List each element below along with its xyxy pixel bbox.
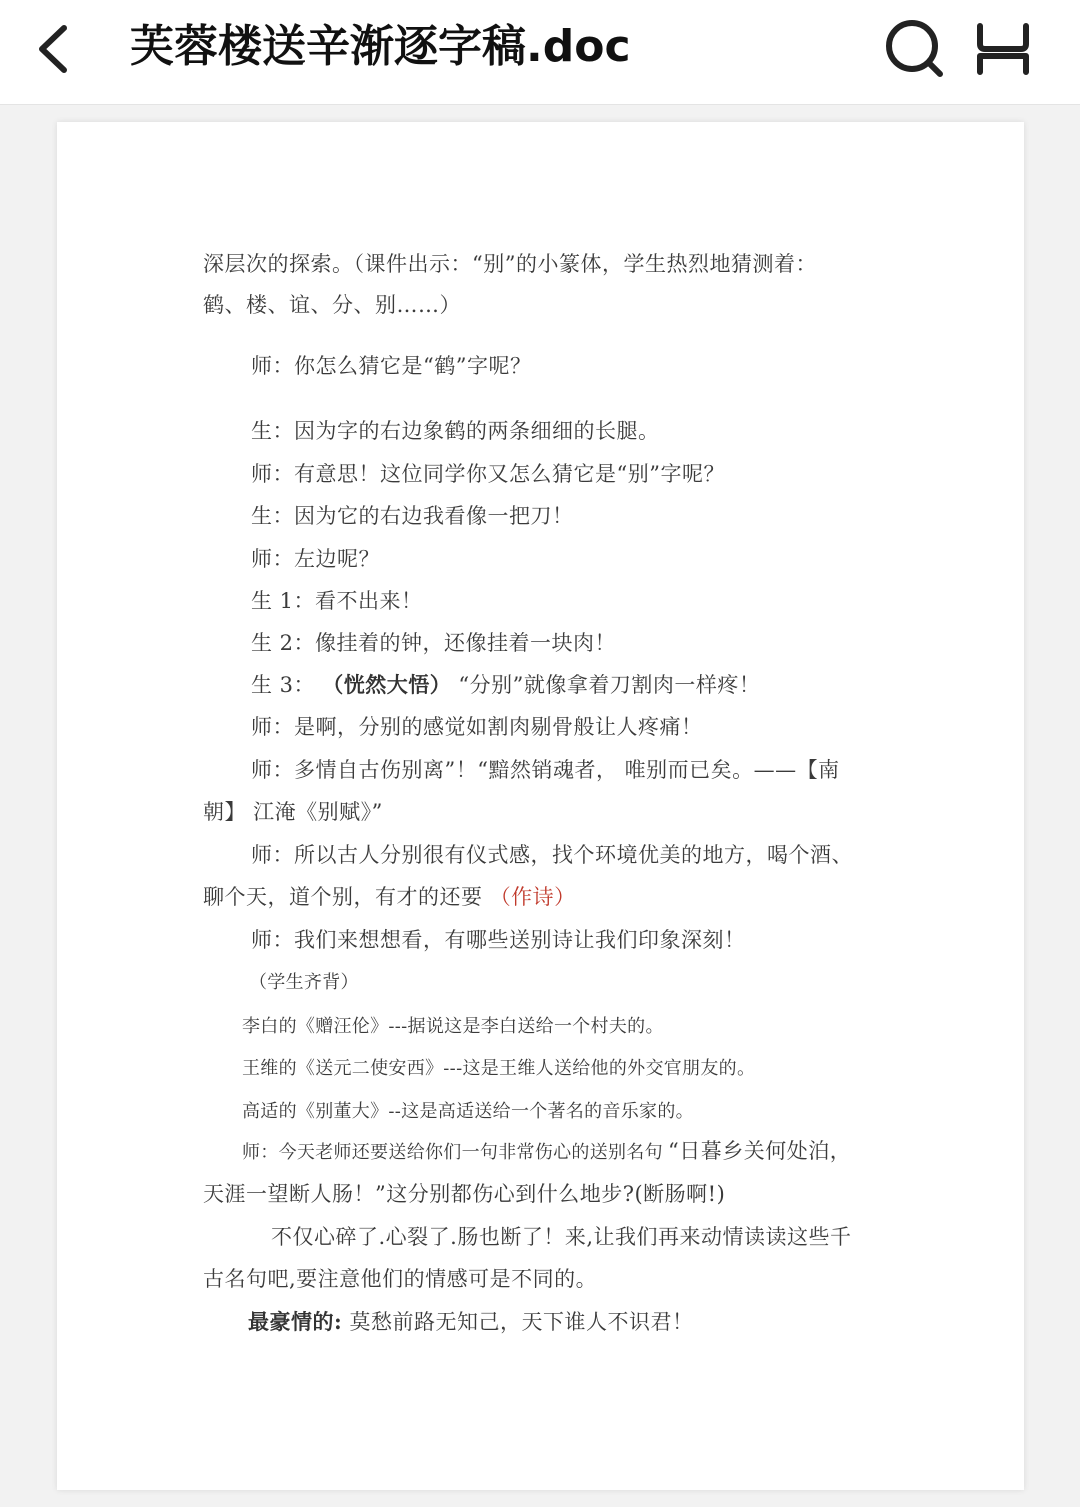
chevron-left-icon xyxy=(28,14,88,84)
doc-line: 师：你怎么猜它是“鹤”字呢？ xyxy=(251,354,532,378)
search-icon xyxy=(880,14,950,84)
doc-line: 师：是啊，分别的感觉如割肉剔骨般让人疼痛！ xyxy=(251,715,703,739)
doc-line: 师：所以古人分别很有仪式感，找个环境优美的地方，喝个酒、 xyxy=(251,843,853,867)
doc-line: 师：有意思！这位同学你又怎么猜它是“别”字呢？ xyxy=(251,462,725,486)
line-text: “分别”就像拿着刀割肉一样疼！ xyxy=(458,673,761,697)
doc-line: 不仅心碎了.心裂了.肠也断了！来,让我们再来动情读读这些千 xyxy=(271,1225,852,1249)
doc-line: 朝】 江淹《别赋》” xyxy=(203,800,383,824)
line-text: 莫愁前路无知己，天下谁人不识君！ xyxy=(349,1310,694,1334)
menu-button[interactable] xyxy=(968,14,1038,84)
doc-line xyxy=(248,1306,693,1336)
line-text: 聊个天，道个别，有才的还要 xyxy=(203,885,483,909)
bold-label: 最豪情的: xyxy=(248,1309,343,1334)
quote-text: “日暮乡关何处泊， xyxy=(668,1139,852,1163)
doc-line: 生 2：像挂着的钟，还像挂着一块肉！ xyxy=(251,631,617,655)
doc-line: 高适的《别董大》--这是高适送给一个著名的音乐家的。 xyxy=(242,1101,694,1122)
doc-line: 王维的《送元二使安西》---这是王维人送给他的外交官朋友的。 xyxy=(242,1058,756,1079)
doc-line: 天涯一望断人肠！”这分别都伤心到什么地步?(断肠啊!) xyxy=(203,1182,726,1206)
doc-line: 生 1：看不出来！ xyxy=(251,589,423,613)
doc-line: 李白的《赠汪伦》---据说这是李白送给一个村夫的。 xyxy=(242,1016,664,1037)
document-page xyxy=(57,122,1024,1490)
doc-line: 师：多情自古伤别离”！“黯然销魂者， 唯别而已矣。——【南 xyxy=(251,758,840,782)
highlight-text: （作诗） xyxy=(489,885,576,909)
doc-line: 生：因为字的右边象鹤的两条细细的长腿。 xyxy=(251,419,660,443)
doc-line: （学生齐背） xyxy=(249,972,359,993)
doc-line xyxy=(251,669,760,699)
speaker-label: 生 3： xyxy=(251,673,316,697)
doc-line: 鹤、楼、谊、分、别……） xyxy=(203,293,461,317)
doc-line: 深层次的探索。（课件出示：“别”的小篆体，学生热烈地猜测着： xyxy=(203,252,817,276)
line-text: 师：今天老师还要送给你们一句非常伤心的送别名句 xyxy=(242,1142,663,1163)
doc-line: 师：左边呢？ xyxy=(251,547,380,571)
top-bar xyxy=(0,0,1080,105)
doc-line: 师：我们来想想看，有哪些送别诗让我们印象深刻！ xyxy=(251,928,746,952)
back-button[interactable] xyxy=(28,14,88,84)
doc-line xyxy=(203,881,576,911)
doc-line: 生：因为它的右边我看像一把刀！ xyxy=(251,504,574,528)
search-button[interactable] xyxy=(880,14,950,84)
document-title: 芙蓉楼送辛渐逐字稿.doc xyxy=(130,21,631,72)
doc-line: 古名句吧,要注意他们的情感可是不同的。 xyxy=(203,1267,598,1291)
stage-direction: （恍然大悟） xyxy=(322,672,452,697)
grid-menu-icon xyxy=(968,14,1038,84)
doc-line xyxy=(242,1135,851,1165)
